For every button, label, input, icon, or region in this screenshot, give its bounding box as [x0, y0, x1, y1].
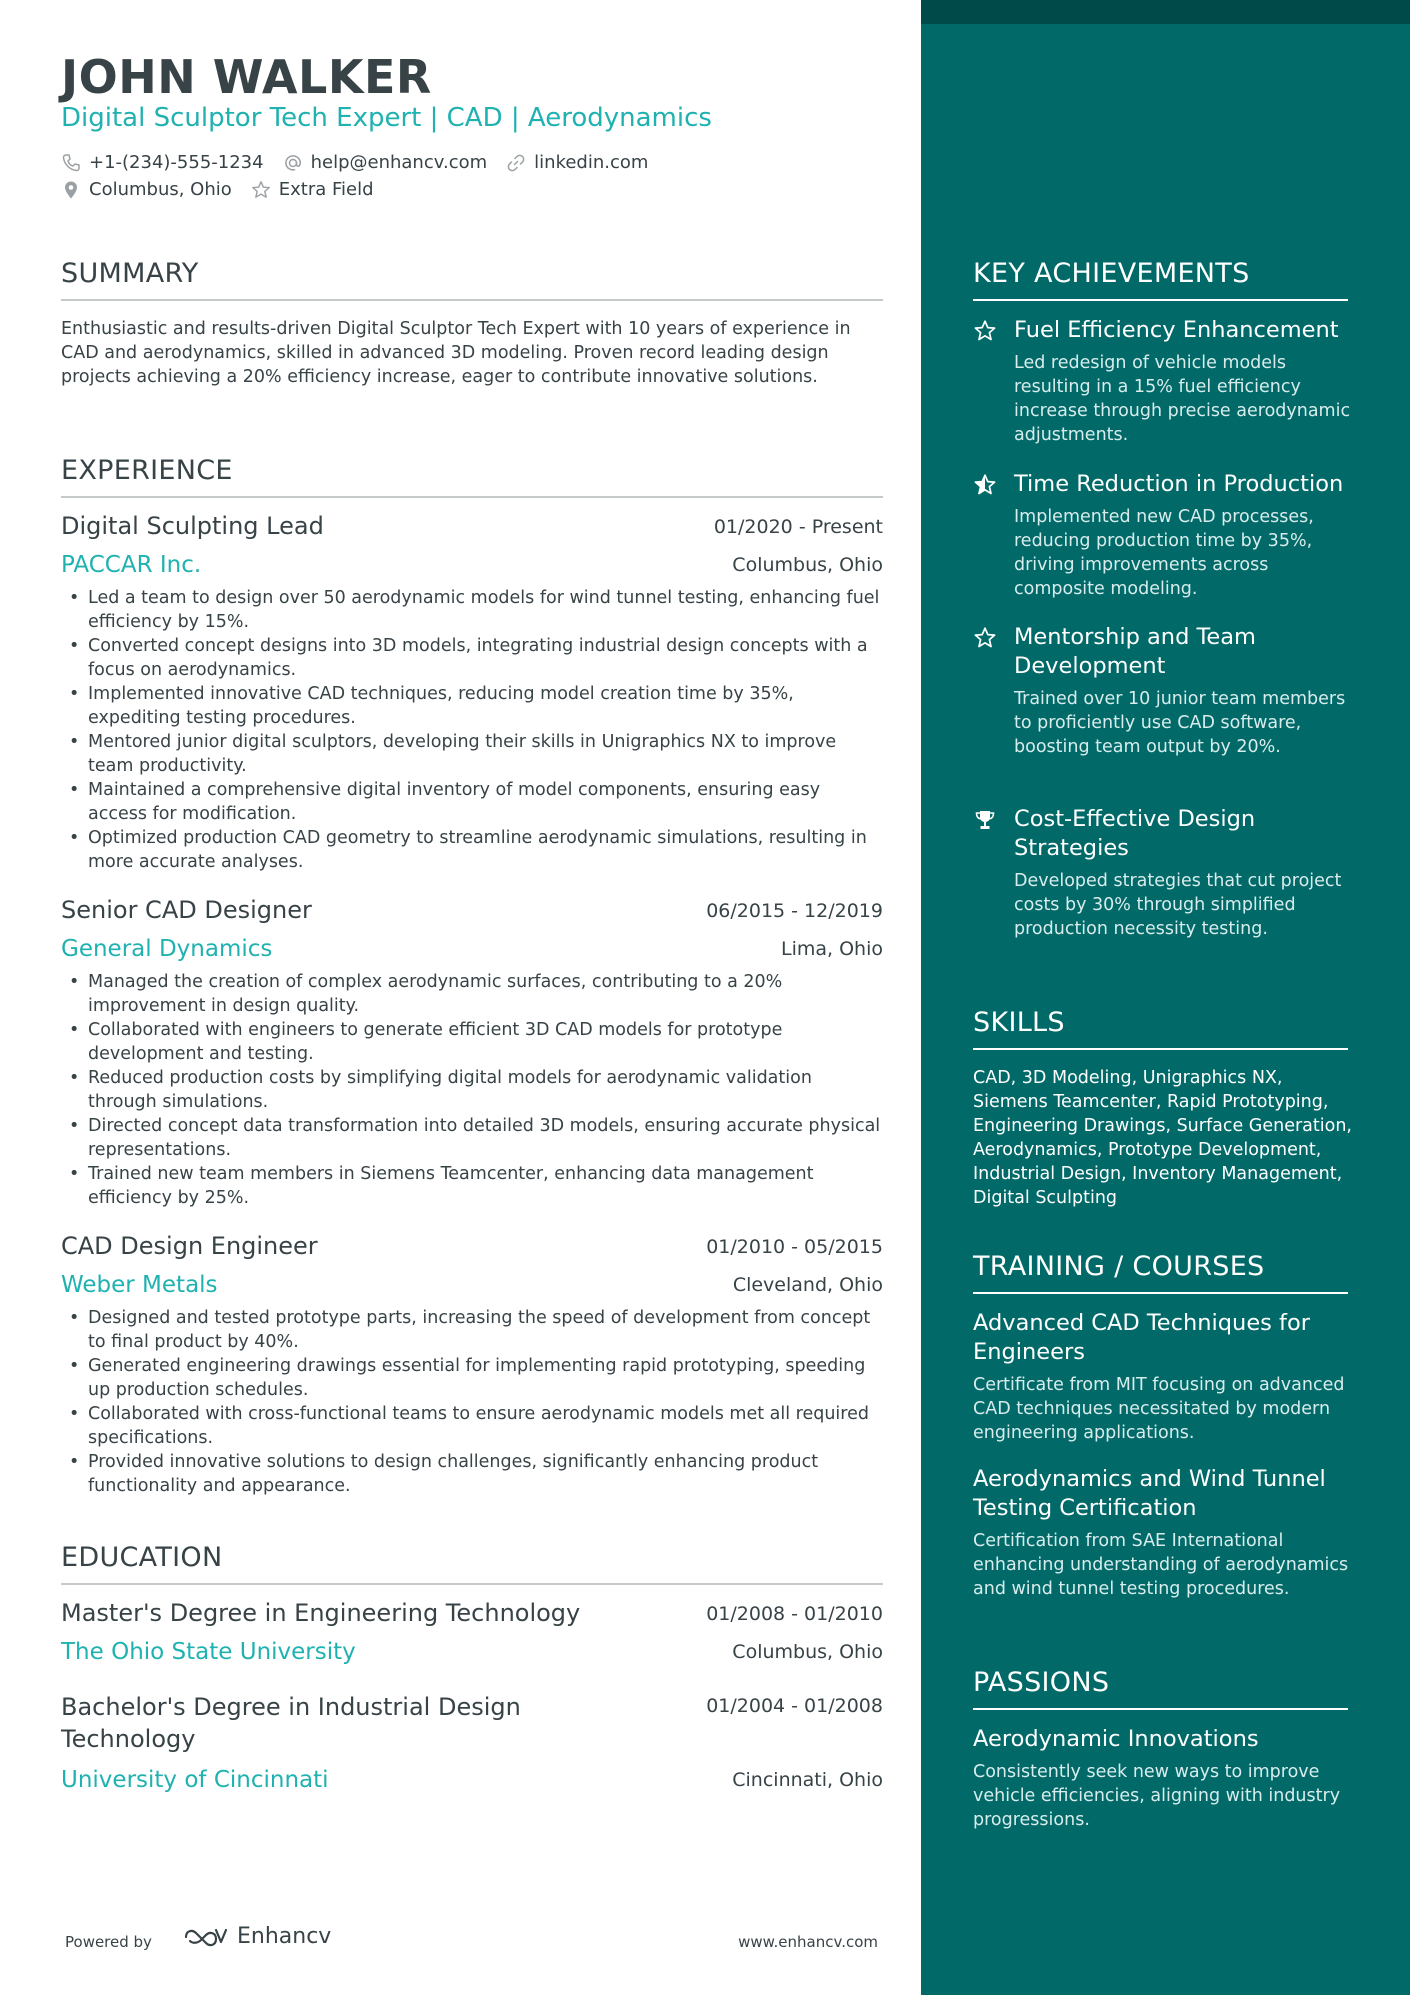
- job-date: 06/2015 - 12/2019: [706, 900, 883, 922]
- contact-location: [61, 179, 232, 200]
- achievement-desc: Developed strategies that cut project costs by 30% through simplified production necessity testing.: [1014, 871, 1342, 939]
- enhancv-logo-icon: [183, 1925, 229, 1949]
- course-title: Aerodynamics and Wind Tunnel Testing Certification: [973, 1466, 1326, 1521]
- linkedin-text: linkedin.com: [534, 152, 649, 173]
- training-heading: TRAINING / COURSES: [973, 1251, 1348, 1294]
- job-title: Digital Sculpting Lead: [61, 512, 324, 540]
- bullet-item: • Reduced production costs by simplifying digital models for aerodynamic validation through simulations.: [61, 1066, 883, 1114]
- degree-title: Master's Degree in Engineering Technology: [61, 1599, 581, 1627]
- star-outline-icon: [973, 626, 997, 650]
- contact-phone: [61, 152, 264, 173]
- sidebar-top-bar: [921, 0, 1410, 24]
- passion-desc: Consistently seek new ways to improve vehicle efficiencies, aligning with industry progressions.: [973, 1762, 1341, 1830]
- achievement-title: Cost-Effective Design Strategies: [1014, 806, 1256, 861]
- school-location: Cincinnati, Ohio: [732, 1769, 883, 1791]
- experience-item: [61, 896, 883, 1210]
- course-title: Advanced CAD Techniques for Engineers: [973, 1310, 1310, 1365]
- school-name: University of Cincinnati: [61, 1767, 329, 1793]
- bullet-item: • Directed concept data transformation into detailed 3D models, ensuring accurate physical representations.: [61, 1114, 883, 1162]
- achievement-item: [973, 623, 1353, 759]
- job-company: General Dynamics: [61, 936, 273, 962]
- summary-heading: SUMMARY: [61, 258, 883, 301]
- bullet-item: • Provided innovative solutions to design challenges, significantly enhancing product functionality and appearance.: [61, 1450, 883, 1498]
- sidebar-column: [921, 0, 1410, 1995]
- contact-linkedin[interactable]: [506, 152, 648, 173]
- job-location: Columbus, Ohio: [732, 554, 883, 576]
- bullet-item: • Designed and tested prototype parts, increasing the speed of development from concept to final product by 40%.: [61, 1306, 883, 1354]
- email-text: help@enhancv.com: [310, 152, 488, 173]
- job-date: 01/2010 - 05/2015: [706, 1236, 883, 1258]
- school-name: The Ohio State University: [61, 1639, 356, 1665]
- contact-row-1: [61, 152, 667, 173]
- degree-title: Bachelor's Degree in Industrial Design Technology: [61, 1693, 521, 1753]
- enhancv-logo[interactable]: [183, 1924, 331, 1949]
- job-bullets: [61, 586, 883, 874]
- phone-text: +1-(234)-555-1234: [89, 152, 264, 173]
- link-icon: [506, 153, 526, 173]
- phone-icon: [61, 153, 81, 173]
- job-date: 01/2020 - Present: [713, 516, 883, 538]
- contact-extra: [251, 179, 374, 200]
- candidate-name: JOHN WALKER: [61, 50, 432, 104]
- education-date: 01/2008 - 01/2010: [706, 1603, 883, 1625]
- course-item: [973, 1465, 1353, 1601]
- job-bullets: [61, 1306, 883, 1498]
- brand-name: Enhancv: [237, 1924, 332, 1949]
- skills-heading: SKILLS: [973, 1007, 1348, 1050]
- achievement-desc: Implemented new CAD processes, reducing production time by 35%, driving improvements across composite modeling.: [1014, 507, 1314, 599]
- education-item: [61, 1691, 883, 1801]
- course-desc: Certification from SAE International enhancing understanding of aerodynamics and wind tunnel testing procedures.: [973, 1531, 1349, 1599]
- star-icon: [251, 180, 271, 200]
- bullet-item: • Implemented innovative CAD techniques, reducing model creation time by 35%, expediting testing procedures.: [61, 682, 883, 730]
- bullet-item: • Managed the creation of complex aerodynamic surfaces, contributing to a 20% improvement in design quality.: [61, 970, 883, 1018]
- achievement-title: Time Reduction in Production: [1014, 471, 1344, 497]
- contact-row-2: [61, 179, 393, 200]
- bullet-item: • Collaborated with engineers to generate efficient 3D CAD models for prototype development and testing.: [61, 1018, 883, 1066]
- trophy-icon: [973, 808, 997, 832]
- summary-text: Enthusiastic and results-driven Digital Sculptor Tech Expert with 10 years of experience in CAD and aerodynamics, skilled in advanced 3D modeling. Proven record leading design projects achieving a 20% efficiency increase, eager to contribute innovative solutions.: [61, 319, 851, 387]
- education-date: 01/2004 - 01/2008: [706, 1695, 883, 1717]
- job-title: Senior CAD Designer: [61, 896, 312, 924]
- achievement-item: [973, 316, 1353, 447]
- candidate-tagline: Digital Sculptor Tech Expert | CAD | Aerodynamics: [61, 103, 712, 133]
- job-location: Lima, Ohio: [781, 938, 883, 960]
- job-location: Cleveland, Ohio: [732, 1274, 883, 1296]
- course-item: [973, 1309, 1353, 1445]
- bullet-item: • Trained new team members in Siemens Teamcenter, enhancing data management efficiency by 25%.: [61, 1162, 883, 1210]
- bullet-item: • Mentored junior digital sculptors, developing their skills in Unigraphics NX to improve team productivity.: [61, 730, 883, 778]
- job-company: PACCAR Inc.: [61, 552, 202, 578]
- at-icon: [283, 153, 303, 173]
- passions-heading: PASSIONS: [973, 1667, 1348, 1710]
- job-bullets: [61, 970, 883, 1210]
- experience-item: [61, 1232, 883, 1498]
- education-heading: EDUCATION: [61, 1542, 883, 1585]
- passion-title: Aerodynamic Innovations: [973, 1726, 1259, 1752]
- star-half-icon: [973, 473, 997, 497]
- achievement-item: [973, 805, 1353, 941]
- school-location: Columbus, Ohio: [732, 1641, 883, 1663]
- star-outline-icon: [973, 319, 997, 343]
- passion-item: [973, 1725, 1353, 1832]
- powered-by-label: Powered by: [65, 1933, 152, 1951]
- contact-email[interactable]: [283, 152, 488, 173]
- footer-url[interactable]: www.enhancv.com: [738, 1933, 878, 1951]
- achievement-desc: Trained over 10 junior team members to proficiently use CAD software, boosting team output by 20%.: [1014, 689, 1346, 757]
- bullet-item: • Optimized production CAD geometry to streamline aerodynamic simulations, resulting in more accurate analyses.: [61, 826, 883, 874]
- location-text: Columbus, Ohio: [89, 179, 232, 200]
- skills-list: CAD, 3D Modeling, Unigraphics NX, Siemens Teamcenter, Rapid Prototyping, Engineering Drawings, Surface Generation, Aerodynamics, Prototype Development, Industrial Design, Inventory Management, Digital Sculpting: [973, 1068, 1352, 1208]
- bullet-item: • Generated engineering drawings essential for implementing rapid prototyping, speeding up production schedules.: [61, 1354, 883, 1402]
- achievement-title: Mentorship and Team Development: [1014, 624, 1256, 679]
- job-title: CAD Design Engineer: [61, 1232, 318, 1260]
- experience-heading: EXPERIENCE: [61, 455, 883, 498]
- bullet-item: • Collaborated with cross-functional teams to ensure aerodynamic models met all required specifications.: [61, 1402, 883, 1450]
- bullet-item: • Led a team to design over 50 aerodynamic models for wind tunnel testing, enhancing fuel efficiency by 15%.: [61, 586, 883, 634]
- bullet-item: • Converted concept designs into 3D models, integrating industrial design concepts with a focus on aerodynamics.: [61, 634, 883, 682]
- achievement-title: Fuel Efficiency Enhancement: [1014, 317, 1339, 343]
- achievements-heading: KEY ACHIEVEMENTS: [973, 258, 1348, 301]
- extra-field-text: Extra Field: [278, 179, 374, 200]
- education-item: [61, 1599, 883, 1673]
- job-company: Weber Metals: [61, 1272, 218, 1298]
- experience-item: [61, 512, 883, 874]
- achievement-item: [973, 470, 1353, 601]
- location-pin-icon: [61, 180, 81, 200]
- bullet-item: • Maintained a comprehensive digital inventory of model components, ensuring easy access for modification.: [61, 778, 883, 826]
- course-desc: Certificate from MIT focusing on advanced CAD techniques necessitated by modern engineering applications.: [973, 1375, 1345, 1443]
- achievement-desc: Led redesign of vehicle models resulting in a 15% fuel efficiency increase through precise aerodynamic adjustments.: [1014, 353, 1351, 445]
